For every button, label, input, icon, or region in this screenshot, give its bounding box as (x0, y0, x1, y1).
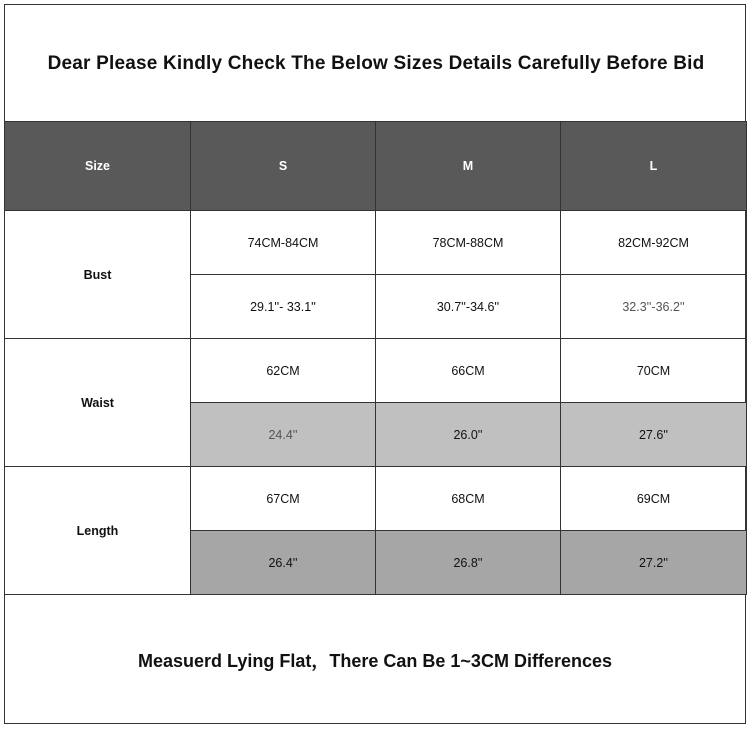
waist-l-cm: 70CM (561, 339, 747, 403)
waist-m-inch: 26.0'' (376, 403, 561, 467)
footer-note: Measuerd Lying Flat，There Can Be 1~3CM Differences (138, 651, 612, 671)
table-row-length-cm (5, 467, 747, 531)
waist-s-inch: 24.4'' (191, 403, 376, 467)
bust-l-inch: 32.3''-36.2'' (561, 275, 747, 339)
table-row-waist-cm (5, 339, 747, 403)
column-header-size: Size (5, 122, 191, 211)
table-header-row (5, 122, 747, 211)
length-l-inch: 27.2'' (561, 531, 747, 595)
length-l-cm: 69CM (561, 467, 747, 531)
bust-s-inch: 29.1''- 33.1'' (191, 275, 376, 339)
column-header-m: M (376, 122, 561, 211)
row-label-waist: Waist (5, 339, 191, 467)
waist-l-inch: 27.6'' (561, 403, 747, 467)
table-row-bust-cm (5, 211, 747, 275)
size-table (4, 121, 747, 595)
page-title: Dear Please Kindly Check The Below Sizes Details Carefully Before Bid (47, 53, 705, 74)
row-label-length: Length (5, 467, 191, 595)
length-s-inch: 26.4'' (191, 531, 376, 595)
column-header-l: L (561, 122, 747, 211)
column-header-s: S (191, 122, 376, 211)
length-s-cm: 67CM (191, 467, 376, 531)
bust-m-inch: 30.7''-34.6'' (376, 275, 561, 339)
row-label-bust: Bust (5, 211, 191, 339)
length-m-cm: 68CM (376, 467, 561, 531)
waist-s-cm: 62CM (191, 339, 376, 403)
waist-m-cm: 66CM (376, 339, 561, 403)
bust-s-cm: 74CM-84CM (191, 211, 376, 275)
bust-l-cm: 82CM-92CM (561, 211, 747, 275)
bust-m-cm: 78CM-88CM (376, 211, 561, 275)
length-m-inch: 26.8'' (376, 531, 561, 595)
